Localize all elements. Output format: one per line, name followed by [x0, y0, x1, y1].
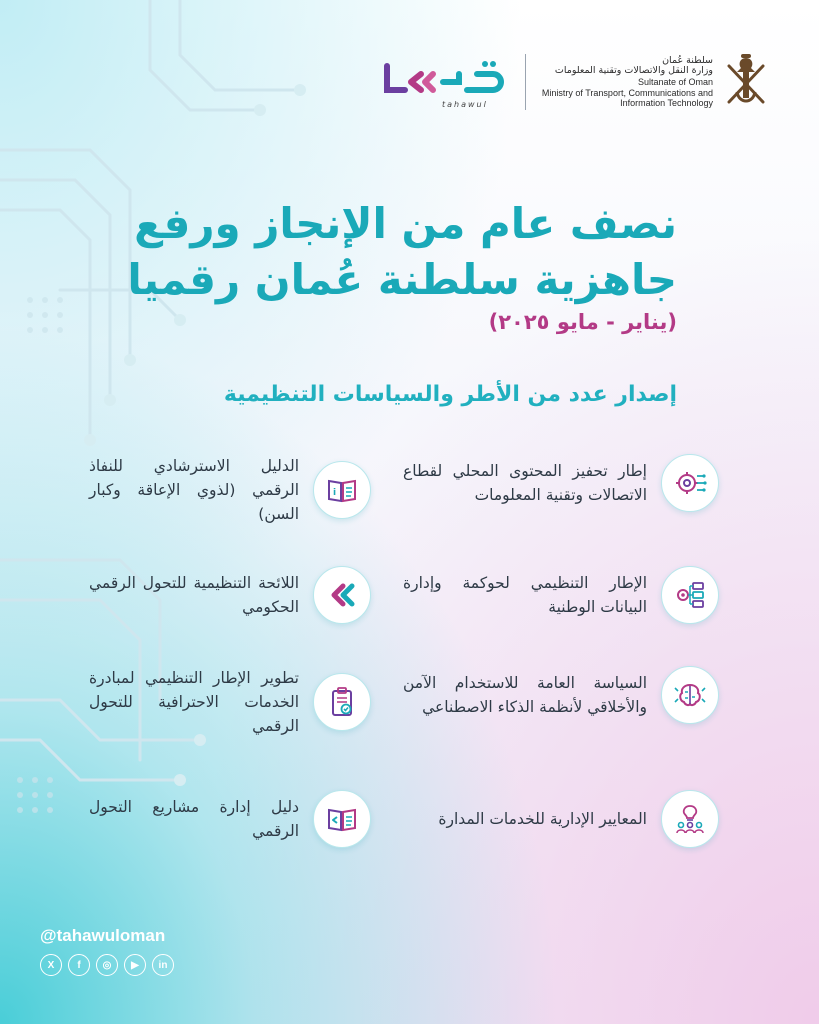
oman-emblem-icon: [723, 52, 769, 112]
item-badge: [661, 566, 719, 624]
ministry-text: [542, 56, 713, 109]
item-label: اللائحة التنظيمية للتحول الرقمي الحكومي: [89, 574, 299, 616]
item-professional-services-framework: [89, 666, 371, 738]
linkedin-icon[interactable]: in: [152, 954, 174, 976]
social-handle[interactable]: @tahawuloman: [40, 926, 166, 945]
item-project-management-guide: [89, 790, 371, 848]
tahawul-logo: [381, 56, 509, 109]
ministry-ar-line1: سلطنة عُمان: [662, 54, 713, 66]
item-badge: [661, 666, 719, 724]
clipboard-check-icon: [325, 685, 359, 719]
item-data-governance: [403, 566, 719, 624]
instagram-icon[interactable]: ◎: [96, 954, 118, 976]
item-badge: [313, 790, 371, 848]
item-badge: [661, 454, 719, 512]
item-digital-access-guide: [89, 454, 371, 526]
header: [381, 52, 769, 112]
lightbulb-team-icon: [673, 802, 707, 836]
item-badge: [313, 673, 371, 731]
double-chevron-icon: [325, 578, 359, 612]
title-block: [117, 196, 677, 334]
brand-subtitle: tahawul: [441, 99, 488, 109]
item-badge: [313, 566, 371, 624]
guide-book-icon: [325, 802, 359, 836]
item-badge: [313, 461, 371, 519]
ministry-en-line1: Sultanate of Oman: [637, 77, 713, 88]
youtube-icon[interactable]: ▶: [124, 954, 146, 976]
gear-circuit-icon: [673, 466, 707, 500]
item-label: إطار تحفيز المحتوى المحلي لقطاع الاتصالات وتقنية المعلومات: [403, 462, 647, 504]
facebook-icon[interactable]: f: [68, 954, 90, 976]
item-label: الدليل الاسترشادي للنفاذ الرقمي (لذوي الإعاقة وكبار السن): [89, 457, 299, 523]
ministry-en-line2: Ministry of Transport, Communications and: [541, 87, 713, 98]
data-governance-icon: [673, 578, 707, 612]
item-local-content-framework: [403, 454, 719, 512]
footer: [40, 926, 174, 976]
ai-brain-icon: [673, 678, 707, 712]
ministry-block: [542, 52, 769, 112]
item-label: الإطار التنظيمي لحوكمة وإدارة البيانات الوطنية: [403, 574, 647, 616]
item-label: دليل إدارة مشاريع التحول الرقمي: [89, 798, 299, 840]
item-badge: [661, 790, 719, 848]
title-line-1: نصف عام من الإنجاز ورفع: [134, 199, 677, 248]
x-icon[interactable]: X: [40, 954, 62, 976]
item-managed-services-standards: [403, 790, 719, 848]
info-book-icon: [325, 473, 359, 507]
item-digital-transformation-regulation: [89, 566, 371, 624]
item-label: السياسة العامة للاستخدام الآمن والأخلاقي لأنظمة الذكاء الاصطناعي: [403, 674, 647, 716]
social-links: [40, 954, 174, 976]
period-subtitle: (يناير - مايو ٢٠٢٥): [488, 310, 677, 334]
title-line-2: جاهزية سلطنة عُمان رقميا: [127, 255, 677, 304]
section-title: إصدار عدد من الأطر والسياسات التنظيمية: [223, 382, 677, 407]
tahawul-logo-icon: [381, 56, 509, 104]
ministry-ar-line2: وزارة النقل والاتصالات وتقنية المعلومات: [554, 65, 713, 77]
header-divider: [525, 54, 526, 110]
item-label: المعايير الإدارية للخدمات المدارة: [438, 810, 647, 828]
svg-text:i: i: [333, 488, 337, 498]
item-ai-policy: [403, 666, 719, 724]
ministry-en-line3: Information Technology: [620, 98, 713, 109]
item-label: تطوير الإطار التنظيمي لمبادرة الخدمات الاحترافية للتحول الرقمي: [89, 669, 299, 735]
